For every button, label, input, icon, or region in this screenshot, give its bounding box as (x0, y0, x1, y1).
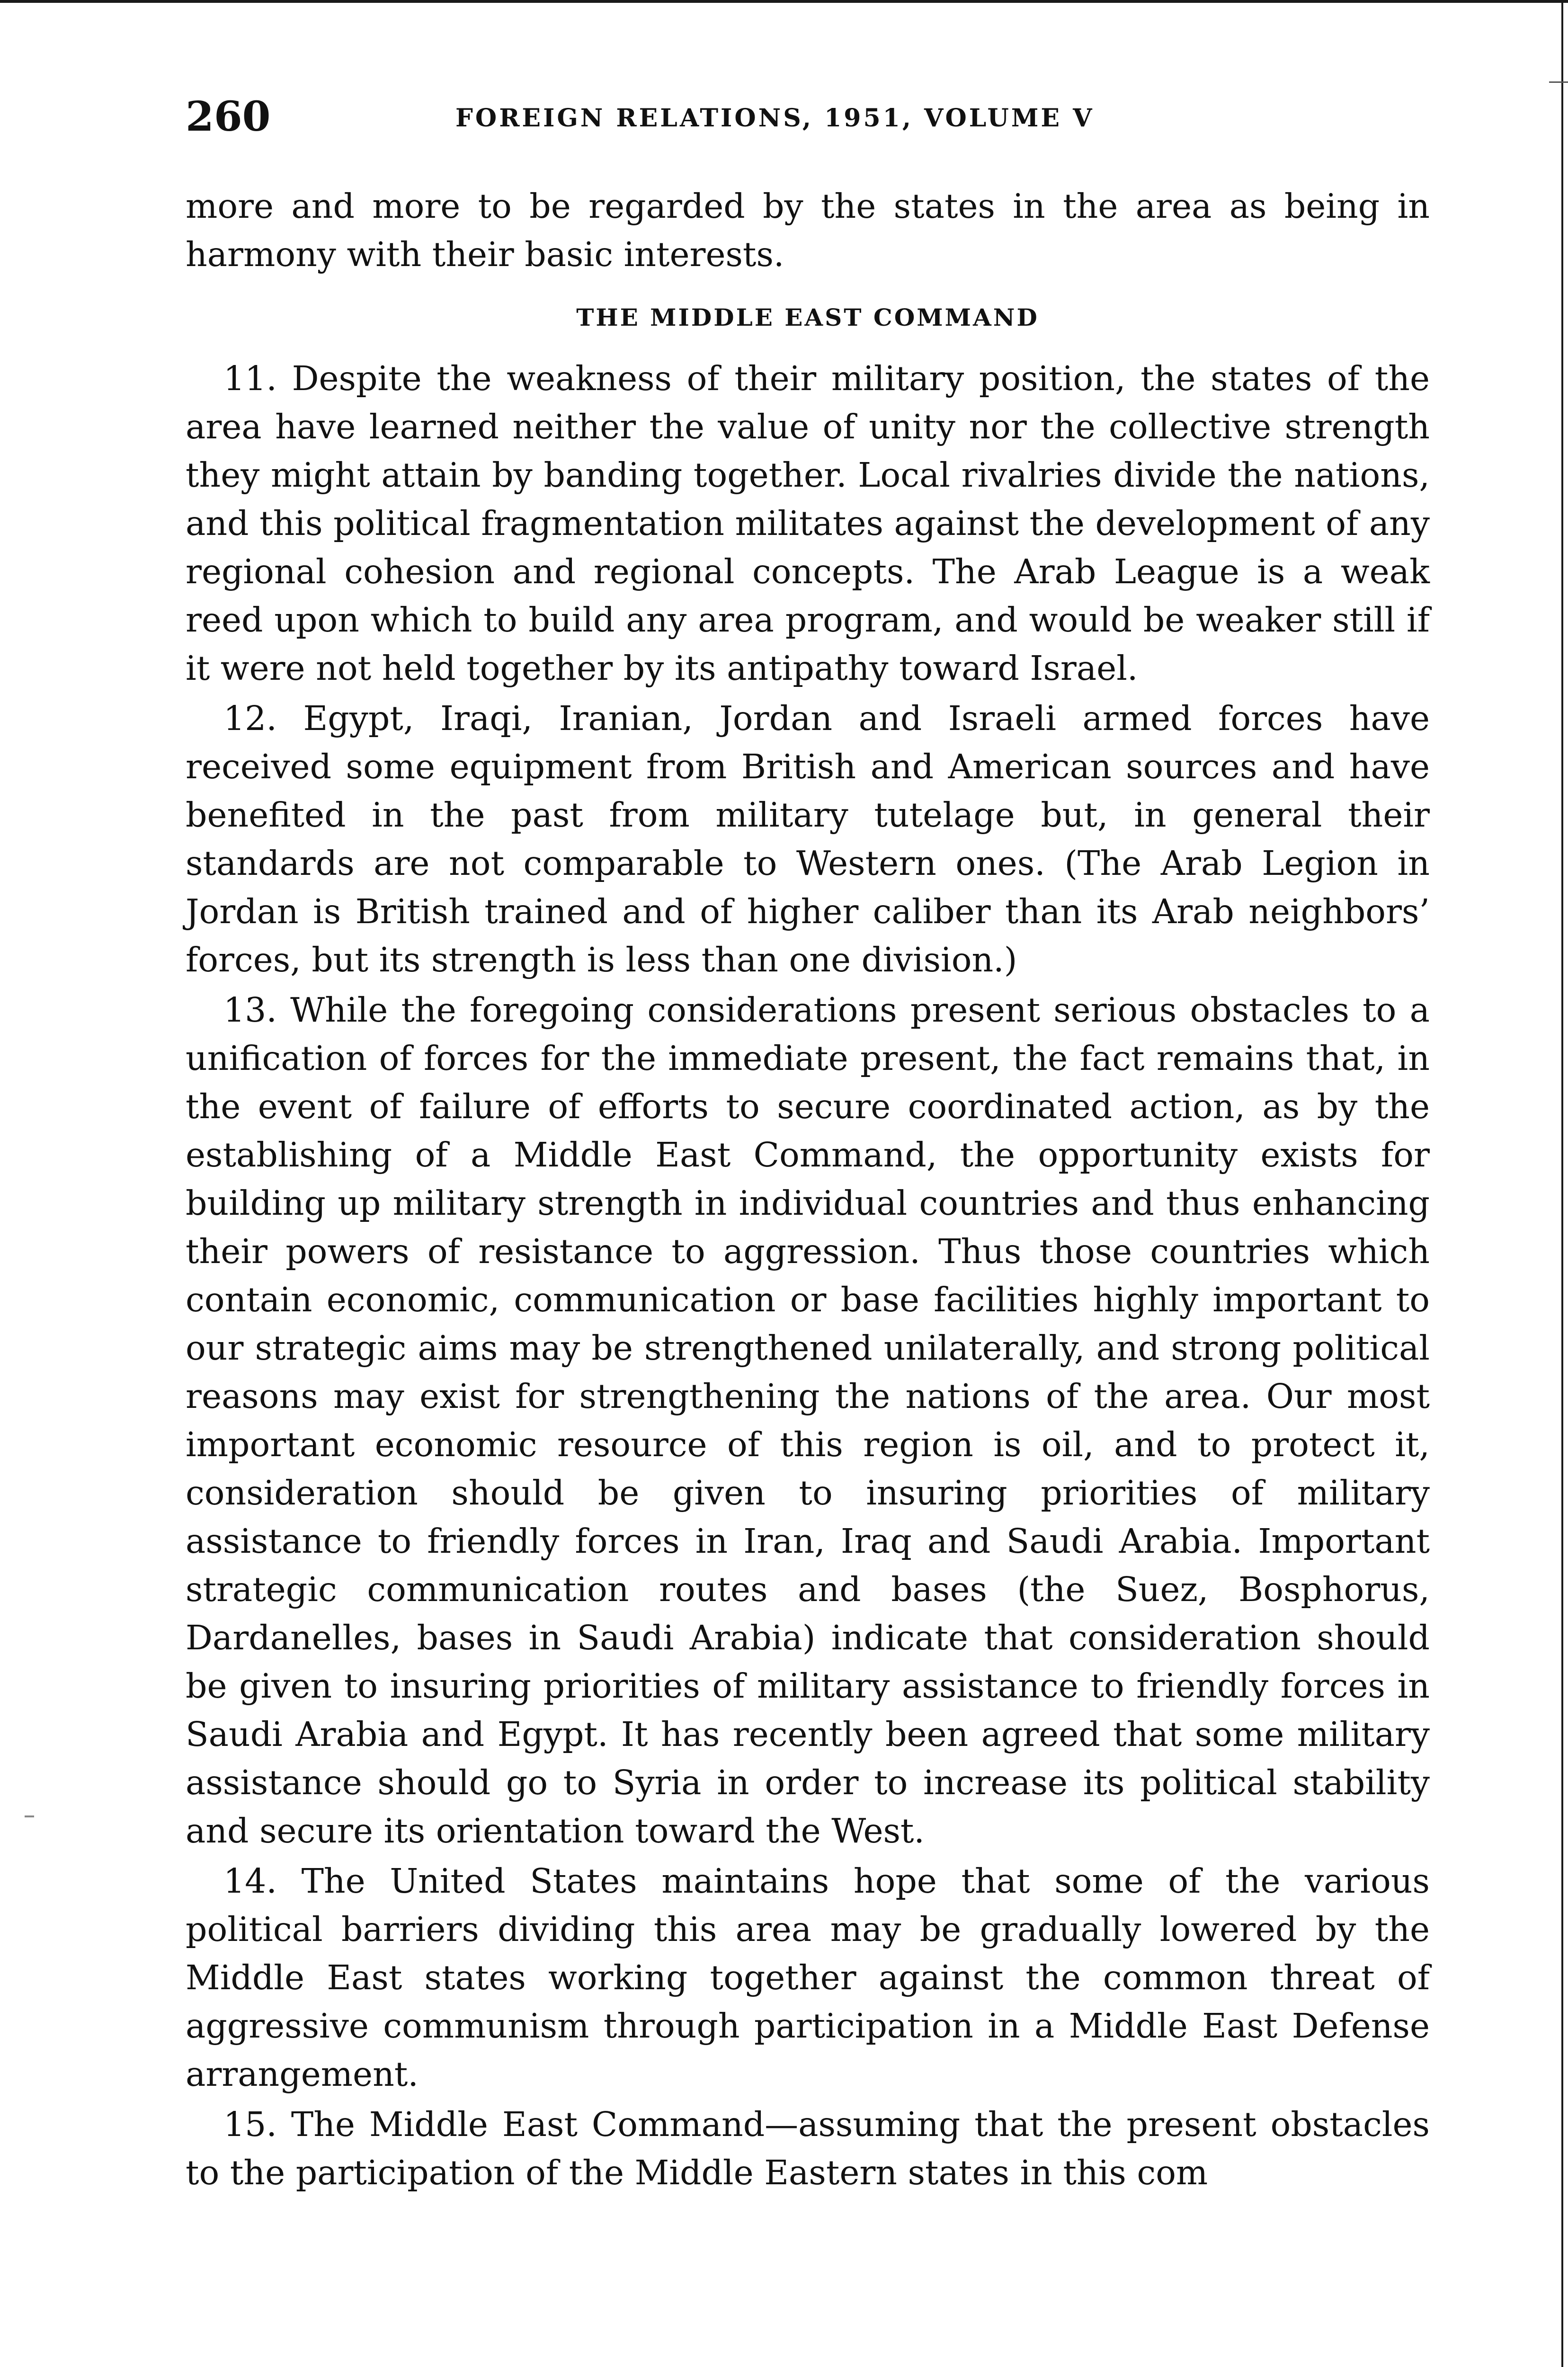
margin-mark (25, 1815, 34, 1817)
page-number: 260 (186, 93, 271, 141)
section-heading: THE MIDDLE EAST COMMAND (576, 303, 1039, 331)
scan-top-border (0, 0, 1568, 3)
scan-right-border (1561, 0, 1563, 2367)
paragraph-13: 13. While the foregoing considerations present serious obstacles to a unification of forces for the immediate present, the fact remains that, in the event of failure of efforts to secure coordinated action, as by the establishing of a Middle East Command, the opportunity exists for building up military strength in individual countries and thus enhancing their powers of resistance to aggression. Thus those countries which contain economic, communication or base facilities highly important to our strategic aims may be strengthened unilaterally, and strong political reasons may exist for strengthening the nations of the area. Our most important economic resource of this region is oil, and to protect it, consideration should be given to insuring priorities of military assistance to friendly forces in Iran, Iraq and Saudi Arabia. Important strategic communication routes and bases (the Suez, Bosphorus, Dardanelles, bases in Saudi Arabia) indicate that consideration should be given to insuring priorities of military assistance to friendly forces in Saudi Arabia and Egypt. It has recently been agreed that some military assistance should go to Syria in order to increase its political stability and secure its orientation toward the West. (186, 990, 1430, 1851)
scan-edge-tick (1549, 81, 1568, 83)
running-title: FOREIGN RELATIONS, 1951, VOLUME V (455, 104, 1095, 133)
running-head (186, 91, 1430, 143)
paragraph-11: 11. Despite the weakness of their military position, the states of the area have learned neither the value of unity nor the collective strength they might attain by banding together. Local rivalries divide the nations, and this political fragmentation militates against the development of any regional cohesion and regional concepts. The Arab League is a weak reed upon which to build any area program, and would be weaker still if it were not held together by its antipathy toward Israel. (186, 359, 1430, 688)
paragraph-12: 12. Egypt, Iraqi, Iranian, Jordan and Israeli armed forces have received some equipment from British and American sources and have benefited in the past from military tutelage but, in general their standards are not comparable to Western ones. (The Arab Legion in Jordan is British trained and of higher caliber than its Arab neighbors’ forces, but its strength is less than one division.) (186, 699, 1430, 979)
text-body (186, 182, 1430, 2197)
paragraph-15: 15. The Middle East Command—assuming that the present obstacles to the participation of the Middle Eastern states in this com (186, 2105, 1430, 2192)
continued-paragraph: more and more to be regarded by the states in the area as being in harmony with their basic interests. (186, 187, 1430, 274)
paragraph-14: 14. The United States maintains hope that some of the various political barriers dividing this area may be gradually lowered by the Middle East states working together against the common threat of aggressive communism through participation in a Middle East Defense arrangement. (186, 1861, 1430, 2094)
